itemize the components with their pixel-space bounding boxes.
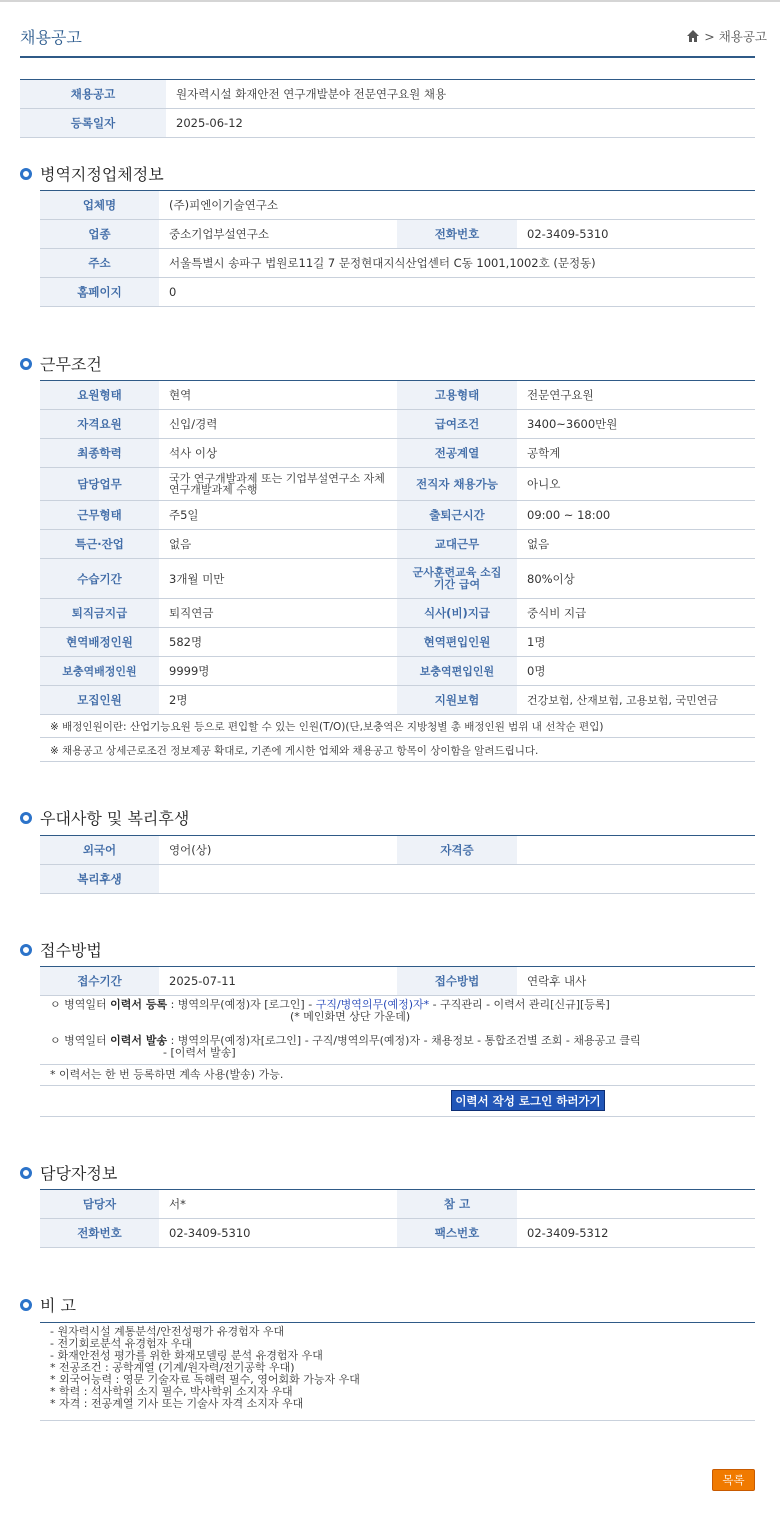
work-value: 현역 (159, 381, 397, 410)
reg-date-label: 등록일자 (20, 109, 166, 138)
breadcrumb-current[interactable]: 채용공고 (718, 29, 767, 44)
guide-bold: 이력서 등록 (110, 998, 168, 1011)
work-value: 퇴직연금 (159, 599, 397, 628)
company-name-value: (주)피엔이기술연구소 (159, 191, 755, 220)
work-label: 전직자 채용가능 (397, 468, 517, 501)
condition-note: ※ 채용공고 상세근로조건 정보제공 확대로, 기존에 게시한 업체와 채용공고 항목이 상이함을 알려드립니다. (50, 745, 539, 757)
divider (40, 1116, 755, 1117)
guide-text: - 구직관리 - 이력서 관리[신규][등록] (429, 998, 610, 1011)
assign-note: ※ 배정인원이란: 산업기능요원 등으로 편입할 수 있는 인원(T/O)(단,보충역은 지방청별 총 배정인원 범위 내 선착순 편입) (50, 721, 604, 733)
benefits-table (40, 835, 755, 894)
section-apply-title (20, 938, 102, 961)
table-row (20, 109, 755, 138)
page-title: 채용공고 (20, 28, 82, 47)
contact-table (40, 1189, 755, 1248)
table-row (40, 599, 755, 628)
work-label: 담당업무 (40, 468, 159, 501)
guide-text: : 병역의무(예정)자[로그인] - 구직/병역의무(예정)자 - 채용정보 - 통합조건별 조회 - 채용공고 클릭 (167, 1034, 641, 1047)
resume-register-note: (* 메인화면 상단 가운데) (290, 1010, 411, 1023)
phone-label: 전화번호 (397, 220, 517, 249)
homepage-label: 홈페이지 (40, 278, 159, 307)
table-row (40, 410, 755, 439)
person-value: 서* (159, 1190, 397, 1219)
table-row (20, 80, 755, 109)
work-label: 요원형태 (40, 381, 159, 410)
remark-line: * 전공조건 : 공학계열 (기계/원자력/전기공학 우대) (50, 1361, 295, 1374)
top-divider (0, 0, 780, 2)
work-value: 없음 (159, 530, 397, 559)
table-row (40, 249, 755, 278)
table-row (40, 220, 755, 249)
section-bullet-icon (20, 1299, 32, 1311)
remark-line: * 학력 : 석사학위 소지 필수, 박사학위 소지자 우대 (50, 1385, 293, 1398)
section-bullet-icon (20, 168, 32, 180)
work-value: 신입/경력 (159, 410, 397, 439)
table-row (40, 628, 755, 657)
work-label: 전공계열 (397, 439, 517, 468)
work-label: 보충역배정인원 (40, 657, 159, 686)
apply-table (40, 966, 755, 996)
work-value: 2명 (159, 686, 397, 715)
posting-title-value: 원자력시설 화재안전 연구개발분야 전문연구요원 채용 (166, 80, 755, 109)
table-row (40, 501, 755, 530)
section-title-text: 비 고 (40, 1296, 76, 1315)
table-row (40, 657, 755, 686)
guide-text: ㅇ 병역일터 (50, 1034, 111, 1047)
phone-value: 02-3409-5310 (517, 220, 755, 249)
work-value: 석사 이상 (159, 439, 397, 468)
work-value: 80%이상 (517, 559, 755, 599)
section-title-text: 담당자정보 (40, 1164, 118, 1183)
table-row (40, 1190, 755, 1219)
method-value: 연락후 내사 (517, 967, 755, 996)
address-value: 서울특별시 송파구 법원로11길 7 문정현대지식산업센터 C동 1001,1002호 (문정동) (159, 249, 755, 278)
work-label: 현역배정인원 (40, 628, 159, 657)
section-bullet-icon (20, 812, 32, 824)
work-label: 교대근무 (397, 530, 517, 559)
breadcrumb-separator: > (704, 28, 715, 44)
table-row (40, 967, 755, 996)
language-value: 영어(상) (159, 836, 397, 865)
section-remarks-title (20, 1293, 76, 1316)
section-bullet-icon (20, 944, 32, 956)
page-header (20, 20, 767, 58)
reference-label: 참 고 (397, 1190, 517, 1219)
reg-date-value: 2025-06-12 (166, 109, 755, 138)
home-icon[interactable] (686, 29, 700, 43)
language-label: 외국어 (40, 836, 159, 865)
table-row (40, 836, 755, 865)
posting-table (20, 79, 755, 138)
work-label: 지원보험 (397, 686, 517, 715)
section-work-title (20, 352, 102, 375)
work-label: 보충역편입인원 (397, 657, 517, 686)
work-value: 아니오 (517, 468, 755, 501)
work-label: 군사훈련교육 소집기간 급여 (397, 559, 517, 599)
resume-send-guide (50, 1035, 641, 1047)
table-row (40, 559, 755, 599)
work-label: 모집인원 (40, 686, 159, 715)
table-row (40, 439, 755, 468)
posting-title-label: 채용공고 (20, 80, 166, 109)
welfare-label: 복리후생 (40, 865, 159, 894)
work-label: 수습기간 (40, 559, 159, 599)
remark-line: * 자격 : 전공계열 기사 또는 기술사 자격 소지자 우대 (50, 1397, 304, 1410)
remarks-box (40, 1322, 755, 1421)
work-value: 3400~3600만원 (517, 410, 755, 439)
table-row (40, 1219, 755, 1248)
work-label: 고용형태 (397, 381, 517, 410)
guide-bold: 이력서 발송 (110, 1034, 168, 1047)
section-bullet-icon (20, 358, 32, 370)
section-title-text: 병역지정업체정보 (40, 165, 164, 184)
table-row (40, 865, 755, 894)
contact-phone-value: 02-3409-5310 (159, 1219, 397, 1248)
remark-line: * 외국어능력 : 영문 기술자료 독해력 필수, 영어회화 가능자 우대 (50, 1373, 360, 1386)
person-label: 담당자 (40, 1190, 159, 1219)
table-row (40, 191, 755, 220)
divider (40, 737, 755, 738)
work-label: 식사(비)지급 (397, 599, 517, 628)
section-title-text: 접수방법 (40, 941, 102, 960)
section-title-text: 근무조건 (40, 355, 102, 374)
section-bullet-icon (20, 1167, 32, 1179)
table-row (40, 686, 755, 715)
work-value: 전문연구요원 (517, 381, 755, 410)
work-value: 중식비 지급 (517, 599, 755, 628)
work-value: 건강보험, 산재보험, 고용보험, 국민연금 (517, 686, 755, 715)
industry-value: 중소기업부설연구소 (159, 220, 397, 249)
industry-label: 업종 (40, 220, 159, 249)
section-benefits-title (20, 806, 189, 829)
welfare-value (159, 865, 755, 894)
table-row (40, 278, 755, 307)
guide-text: ㅇ 병역일터 (50, 998, 111, 1011)
divider (40, 1064, 755, 1065)
work-label: 퇴직금지급 (40, 599, 159, 628)
work-label: 현역편입인원 (397, 628, 517, 657)
period-label: 접수기간 (40, 967, 159, 996)
contact-phone-label: 전화번호 (40, 1219, 159, 1248)
work-label: 최종학력 (40, 439, 159, 468)
remark-line: - 화재안전성 평가를 위한 화재모델링 분석 유경험자 우대 (50, 1349, 323, 1362)
divider (40, 761, 755, 762)
section-contact-title (20, 1161, 117, 1184)
table-row (40, 381, 755, 410)
table-row (40, 468, 755, 501)
work-value: 09:00 ~ 18:00 (517, 501, 755, 530)
work-value: 공학계 (517, 439, 755, 468)
work-table (40, 380, 755, 715)
work-label: 급여조건 (397, 410, 517, 439)
homepage-value[interactable]: 0 (159, 278, 755, 307)
period-value: 2025-07-11 (159, 967, 397, 996)
certificate-label: 자격증 (397, 836, 517, 865)
section-title-text: 우대사항 및 복리후생 (40, 809, 190, 828)
work-value: 1명 (517, 628, 755, 657)
resume-login-button[interactable]: 이력서 작성 로그인 하러가기 (451, 1090, 605, 1111)
work-value: 국가 연구개발과제 또는 기업부설연구소 자체 연구개발과제 수행 (159, 468, 397, 501)
remark-line: - 원자력시설 계통분석/안전성평가 유경험자 우대 (50, 1325, 285, 1338)
work-label: 자격요원 (40, 410, 159, 439)
fax-value: 02-3409-5312 (517, 1219, 755, 1248)
resume-send-guide-line2: - [이력서 발송] (163, 1046, 236, 1059)
certificate-value (517, 836, 755, 865)
section-company-title (20, 162, 164, 185)
breadcrumb (686, 27, 767, 45)
work-value: 9999명 (159, 657, 397, 686)
remark-line: - 전기회로분석 유경험자 우대 (50, 1337, 192, 1350)
work-value: 0명 (517, 657, 755, 686)
reference-value (517, 1190, 755, 1219)
fax-label: 팩스번호 (397, 1219, 517, 1248)
work-value: 없음 (517, 530, 755, 559)
method-label: 접수방법 (397, 967, 517, 996)
list-button[interactable]: 목록 (712, 1469, 755, 1491)
work-label: 특근·잔업 (40, 530, 159, 559)
resume-note: * 이력서는 한 번 등록하면 계속 사용(발송) 가능. (50, 1068, 284, 1081)
guide-text: : 병역의무(예정)자 [로그인] - (167, 998, 316, 1011)
address-label: 주소 (40, 249, 159, 278)
company-name-label: 업체명 (40, 191, 159, 220)
work-value: 582명 (159, 628, 397, 657)
company-table (40, 190, 755, 307)
job-seeker-link[interactable]: 구직/병역의무(예정)자* (315, 998, 430, 1011)
work-label: 근무형태 (40, 501, 159, 530)
divider (40, 1085, 755, 1086)
table-row (40, 530, 755, 559)
work-value: 주5일 (159, 501, 397, 530)
work-label: 출퇴근시간 (397, 501, 517, 530)
work-value: 3개월 미만 (159, 559, 397, 599)
